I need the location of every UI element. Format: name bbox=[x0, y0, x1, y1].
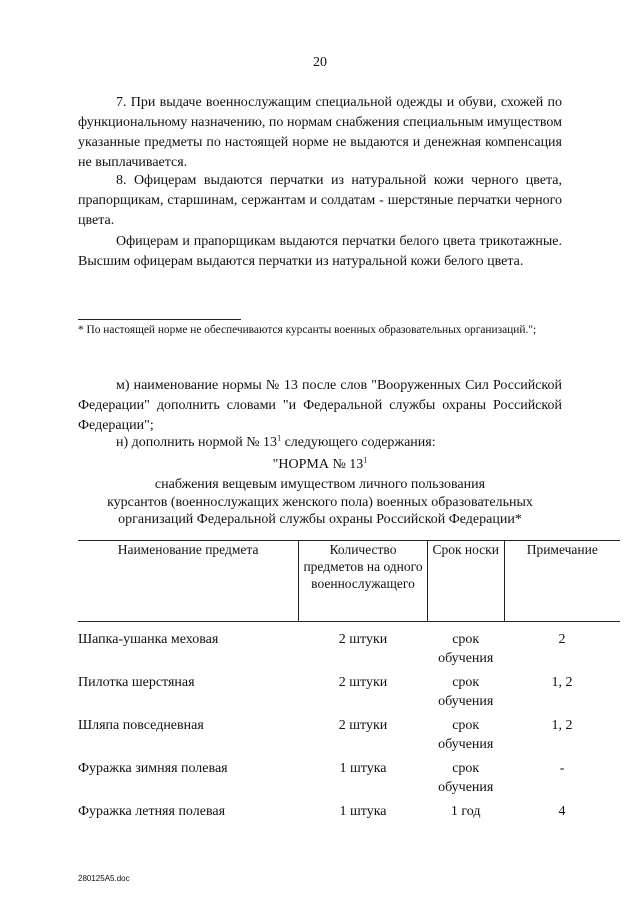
amendment-n-text-after: следующего содержания: bbox=[281, 435, 436, 450]
amendment-n-superscript: 1 bbox=[277, 433, 282, 443]
cell-name: Фуражка летняя полевая bbox=[78, 804, 226, 819]
amendment-n bbox=[78, 433, 562, 453]
norm-heading-text: "НОРМА № 13 bbox=[272, 457, 364, 472]
cell-note: 1, 2 bbox=[551, 675, 573, 690]
amendment-m: м) наименование нормы № 13 после слов "Вооруженных Сил Российской Федерации" дополнить словами "и Федеральной службы охраны Российской Федерации"; bbox=[78, 378, 562, 433]
cell-term: 1 год bbox=[450, 804, 481, 819]
header-item-name: Наименование предмета bbox=[78, 541, 299, 622]
norm-table bbox=[78, 540, 620, 845]
cell-term: срок обучения bbox=[438, 761, 494, 795]
table-row bbox=[78, 759, 620, 802]
cell-note: - bbox=[559, 761, 565, 776]
header-quantity: Количество предметов на одного военнослужащего bbox=[299, 541, 428, 622]
cell-term: срок обучения bbox=[438, 632, 494, 666]
table-row bbox=[78, 673, 620, 716]
paragraph-officers-white-gloves: Офицерам и прапорщикам выдаются перчатки белого цвета трикотажные. Высшим офицерам выдаются перчатки из натуральной кожи белого цвета. bbox=[78, 234, 562, 269]
cell-qty: 1 штука bbox=[339, 804, 387, 819]
header-wear-term: Срок носки bbox=[427, 541, 504, 622]
cell-name: Пилотка шерстяная bbox=[78, 675, 195, 690]
amendment-n-text: н) дополнить нормой № 13 bbox=[116, 435, 278, 450]
norm-title-line-2: курсантов (военнослужащих женского пола) военных образовательных bbox=[107, 495, 533, 510]
document-code: 280125A5.doc bbox=[78, 874, 130, 883]
table-row bbox=[78, 630, 620, 673]
table-spacer bbox=[78, 622, 620, 631]
cell-note: 2 bbox=[558, 632, 566, 647]
cell-note: 1, 2 bbox=[551, 718, 573, 733]
cell-qty: 2 штуки bbox=[338, 675, 388, 690]
norm-heading-superscript: 1 bbox=[363, 455, 368, 465]
cell-qty: 2 штуки bbox=[338, 632, 388, 647]
footnote: * По настоящей норме не обеспечиваются курсанты военных образовательных организаций."; bbox=[78, 324, 537, 336]
cell-term: срок обучения bbox=[438, 675, 494, 709]
cell-qty: 1 штука bbox=[339, 761, 387, 776]
header-note: Примечание bbox=[504, 541, 620, 622]
footnote-divider bbox=[78, 319, 241, 320]
paragraph-8: 8. Офицерам выдаются перчатки из натуральной кожи черного цвета, прапорщикам, старшинам, сержантам и солдатам - шерстяные перчатки черного цвета. bbox=[78, 173, 562, 228]
table-row bbox=[78, 716, 620, 759]
paragraph-7: 7. При выдаче военнослужащим специальной одежды и обуви, схожей по функциональному назначению, по нормам снабжения специальным имуществом указанные предметы по настоящей норме не выдаются и денежная компенсация не выплачивается. bbox=[78, 95, 562, 170]
cell-name: Шапка-ушанка меховая bbox=[78, 632, 219, 647]
norm-title-line-3: организаций Федеральной службы охраны Российской Федерации* bbox=[118, 512, 522, 527]
norm-heading bbox=[78, 456, 562, 474]
norm-title-line-1: снабжения вещевым имуществом личного пользования bbox=[154, 477, 486, 492]
table-header-row bbox=[78, 541, 620, 622]
cell-note: 4 bbox=[558, 804, 566, 819]
cell-qty: 2 штуки bbox=[338, 718, 388, 733]
cell-term: срок обучения bbox=[438, 718, 494, 752]
cell-name: Фуражка зимняя полевая bbox=[78, 761, 228, 776]
page-number: 20 bbox=[313, 55, 327, 70]
table-row bbox=[78, 802, 620, 845]
cell-name: Шляпа повседневная bbox=[78, 718, 204, 733]
